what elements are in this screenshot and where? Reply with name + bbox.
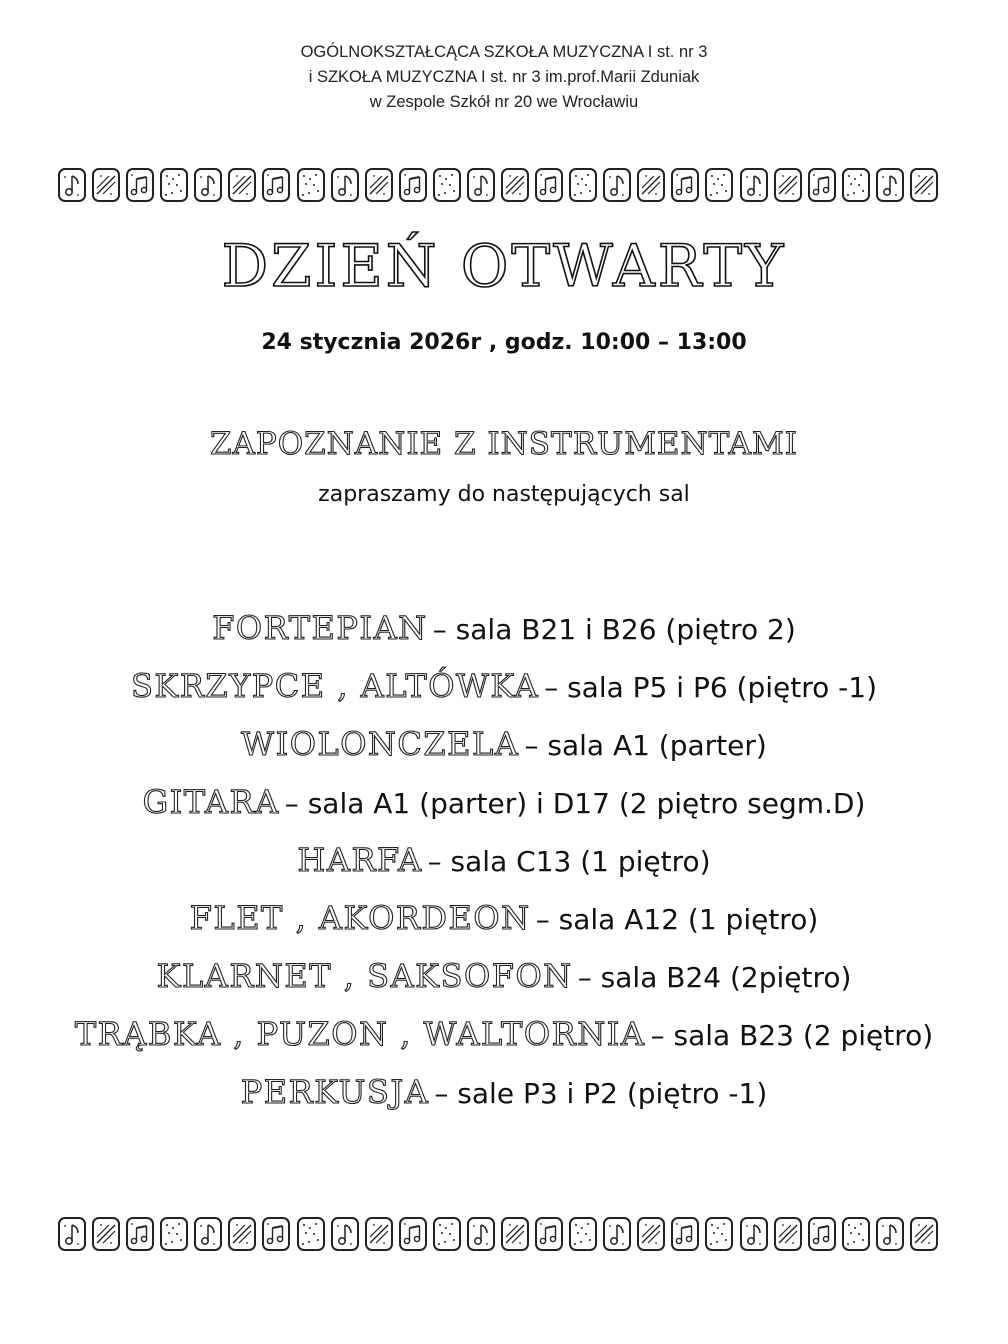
room-location: – sala A12 (1 piętro): [535, 903, 819, 936]
music-tile-icon: [297, 168, 325, 202]
room-location: – sala C13 (1 piętro): [427, 845, 711, 878]
school-location-line: w Zespole Szkół nr 20 we Wrocławiu: [369, 93, 639, 111]
music-tile-icon: [740, 1217, 768, 1251]
music-tile-icon: [194, 1217, 222, 1251]
music-tile-icon: [910, 168, 938, 202]
music-tile-icon: [58, 1217, 86, 1251]
room-item: [0, 896, 1008, 954]
decorative-border-bottom: [58, 1217, 938, 1253]
school-name-line-2: i SZKOŁA MUZYCZNA I st. nr 3 im.prof.Marii Zduniak: [308, 68, 700, 86]
instrument-name: WIOLONCZELA: [241, 725, 520, 763]
music-tile-icon: [569, 168, 597, 202]
instrument-name: FORTEPIAN: [212, 609, 428, 647]
room-location: – sala A1 (parter): [524, 729, 767, 762]
music-tile-icon: [467, 1217, 495, 1251]
room-item: [0, 1070, 1008, 1128]
instrument-name: GITARA: [142, 783, 280, 821]
music-tile-icon: [910, 1217, 938, 1251]
room-list: [0, 606, 1008, 1128]
room-location: – sala B21 i B26 (piętro 2): [432, 613, 796, 646]
music-tile-icon: [399, 168, 427, 202]
instrument-name: PERKUSJA: [240, 1073, 430, 1111]
music-tile-icon: [774, 168, 802, 202]
music-tile-icon: [774, 1217, 802, 1251]
section-subtitle: ZAPOZNANIE Z INSTRUMENTAMI: [209, 426, 799, 462]
music-tile-icon: [297, 1217, 325, 1251]
music-tile-icon: [808, 1217, 836, 1251]
music-tile-icon: [603, 1217, 631, 1251]
room-location: – sale P3 i P2 (piętro -1): [434, 1077, 768, 1110]
music-tile-icon: [808, 168, 836, 202]
room-item: [0, 664, 1008, 722]
invitation-text: zapraszamy do następujących sal: [318, 482, 690, 507]
music-tile-icon: [194, 168, 222, 202]
music-tile-icon: [467, 168, 495, 202]
music-tile-icon: [740, 168, 768, 202]
music-tile-icon: [92, 1217, 120, 1251]
music-tile-icon: [433, 168, 461, 202]
music-tile-icon: [433, 1217, 461, 1251]
music-tile-icon: [228, 1217, 256, 1251]
music-tile-icon: [262, 1217, 290, 1251]
music-tile-icon: [365, 1217, 393, 1251]
page-title: DZIEŃ OTWARTY: [221, 232, 787, 300]
music-tile-icon: [228, 168, 256, 202]
music-tile-icon: [535, 168, 563, 202]
room-item: [0, 722, 1008, 780]
music-tile-icon: [535, 1217, 563, 1251]
event-date-time: 24 stycznia 2026r , godz. 10:00 – 13:00: [261, 330, 747, 355]
music-tile-icon: [876, 168, 904, 202]
music-tile-icon: [399, 1217, 427, 1251]
room-location: – sala B23 (2 piętro): [650, 1019, 934, 1052]
music-tile-icon: [671, 168, 699, 202]
music-tile-icon: [331, 1217, 359, 1251]
music-tile-icon: [126, 1217, 154, 1251]
instrument-name: TRĄBKA , PUZON , WALTORNIA: [74, 1015, 646, 1053]
music-tile-icon: [671, 1217, 699, 1251]
music-tile-icon: [92, 168, 120, 202]
room-location: – sala P5 i P6 (piętro -1): [544, 671, 878, 704]
music-tile-icon: [501, 168, 529, 202]
room-item: [0, 954, 1008, 1012]
room-location: – sala A1 (parter) i D17 (2 piętro segm.D): [284, 787, 866, 820]
room-item: [0, 1012, 1008, 1070]
music-tile-icon: [365, 168, 393, 202]
instrument-name: HARFA: [297, 841, 423, 879]
music-tile-icon: [58, 168, 86, 202]
music-tile-icon: [262, 168, 290, 202]
music-tile-icon: [160, 1217, 188, 1251]
instrument-name: KLARNET , SAKSOFON: [156, 957, 573, 995]
music-tile-icon: [569, 1217, 597, 1251]
music-tile-icon: [637, 1217, 665, 1251]
music-tile-icon: [603, 168, 631, 202]
school-name-line-1: OGÓLNOKSZTAŁCĄCA SZKOŁA MUZYCZNA I st. nr 3: [300, 43, 708, 61]
music-tile-icon: [331, 168, 359, 202]
music-tile-icon: [160, 168, 188, 202]
room-item: [0, 838, 1008, 896]
room-location: – sala B24 (2piętro): [577, 961, 852, 994]
room-item: [0, 780, 1008, 838]
music-tile-icon: [705, 1217, 733, 1251]
music-tile-icon: [705, 168, 733, 202]
instrument-name: FLET , AKORDEON: [189, 899, 531, 937]
music-tile-icon: [876, 1217, 904, 1251]
music-tile-icon: [126, 168, 154, 202]
school-header: [0, 40, 1008, 115]
music-tile-icon: [637, 168, 665, 202]
music-tile-icon: [842, 1217, 870, 1251]
instrument-name: SKRZYPCE , ALTÓWKA: [130, 667, 540, 705]
room-item: [0, 606, 1008, 664]
music-tile-icon: [501, 1217, 529, 1251]
music-tile-icon: [842, 168, 870, 202]
decorative-border-top: [58, 168, 938, 204]
